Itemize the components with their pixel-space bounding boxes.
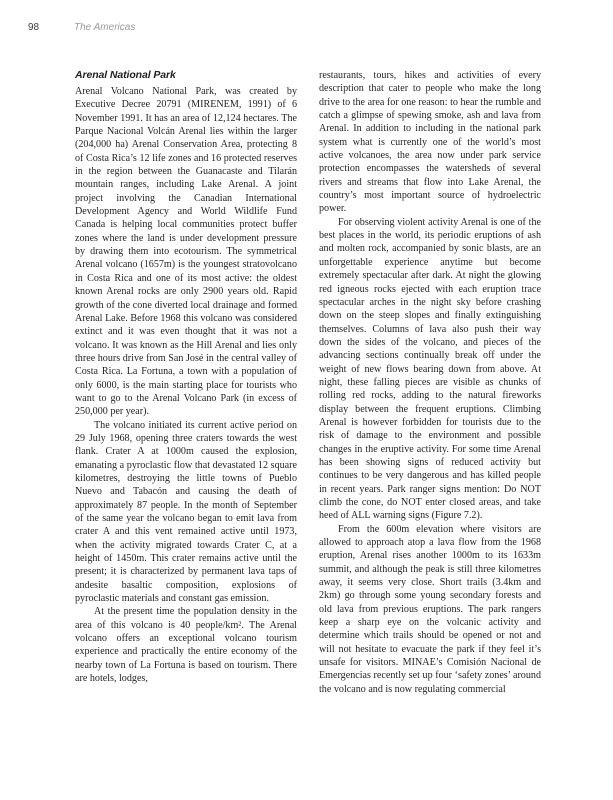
paragraph: restaurants, tours, hikes and activities of every description that cater to people who make the long drive to the area for one reason: to hear the rumble and catch a glimpse of spewing smoke, ash and lava from Arenal. In addition to including in the national park system what is currently one of the world’s most active volcanoes, the area now under park service protection encompasses the watersheds of several rivers and streams that flow into Lake Arenal, the country’s most important source of hydroelectric power. bbox=[319, 70, 541, 215]
paragraph: At the present time the population density in the area of this volcano is 40 people/km². The Arenal volcano offers an exceptional volcano tourism experience and practically the entire economy of the nearby town of La Fortuna is based on tourism. There are hotels, lodges, bbox=[75, 606, 297, 685]
page-number: 98 bbox=[28, 22, 40, 33]
running-title: The Americas bbox=[74, 22, 136, 33]
paragraph: The volcano initiated its current active period on 29 July 1968, opening three craters towards the west flank. Crater A at 1000m caused the explosion, emanating a pyroclastic flow that devastated 12 square kilometres, destroying the little towns of Pueblo Nuevo and Tabacón and causing the death of approximately 87 people. In the month of September of the same year the volcano began to emit lava from crater A and this vent remained active until 1973, when the activity migrated towards Crater C, at a height of 1450m. This crater remains active until the present; it is characterized by permanent lava taps of andesite basaltic composition, explosions of pyroclastic materials and constant gas emission. bbox=[75, 419, 297, 605]
right-column bbox=[319, 69, 541, 696]
section-heading: Arenal National Park bbox=[75, 69, 176, 81]
page-header bbox=[28, 22, 135, 38]
paragraph: Arenal Volcano National Park, was created by Executive Decree 20791 (MIRENEM, 1991) of 6 November 1991. It has an area of 12,124 hectares. The Parque Nacional Volcán Arenal lies within the larger (204,000 ha) Arenal Conservation Area, protecting 8 of Costa Rica’s 12 life zones and 16 protected reserves in the region between the Guanacaste and Tilarán mountain ranges, including Lake Arenal. A joint project involving the Canadian International Development Agency and World Wildlife Fund Canada is helping local communities protect buffer zones where the land is under development pressure by drawing them into ecotourism. The symmetrical Arenal volcano (1657m) is the youngest stratovolcano in Costa Rica and one of its most active: the oldest known Arenal rocks are only 2900 years old. Rapid growth of the cone diverted local drainage and formed Arenal Lake. Before 1968 this volcano was considered extinct and it was even thought that it was not a volcano. It was known as the Hill Arenal and lies only three hours drive from San José in the central valley of Costa Rica. La Fortuna, a town with a population of only 6000, is the main starting place for tourists who want to go to the Arenal Volcano Park (in excess of 250,000 per year). bbox=[75, 86, 297, 418]
paragraph: For observing violent activity Arenal is one of the best places in the world, its periodic eruptions of ash and molten rock, accompanied by sonic blasts, are an unforgettable experience anytime but become extremely spectacular after dark. At night the glowing red igneous rocks ejected with each eruption trace spectacular arches in the night sky before crashing down on the steep slopes and finally extinguishing themselves. Columns of lava also push their way down the sides of the volcano, and pieces of the advancing sections continually break off under the weight of new flows bearing down from above. At night, these falling pieces are visible as chunks of rolling red rocks, adding to the natural fireworks display between the frequent eruptions. Climbing Arenal is however forbidden for tourists due to the risk of damage to the environment and possible changes in the eruptive activity. For some time Arenal has been showing signs of reduced activity but continues to be very dangerous and has killed people in recent years. Park ranger signs mention: Do NOT climb the cone, do NOT enter closed areas, and take heed of ALL warning signs (Figure 7.2). bbox=[319, 216, 541, 522]
left-column bbox=[75, 68, 297, 685]
paragraph: From the 600m elevation where visitors are allowed to approach atop a lava flow from the 1968 eruption, Arenal rises another 1000m to its 1633m summit, and although the peak is still three kilometres away, it seems very close. Short trails (3.4km and 2km) go through some young secondary forests and old lava from previous eruptions. The park rangers keep a sharp eye on the volcanic activity and determine which trails should be opened or not and will not hesitate to evacuate the park if they feel it’s unsafe for visitors. MINAE’s Comisión Nacional de Emergencias recently set up four ‘safety zones’ around the volcano and is now regulating commercial bbox=[319, 523, 541, 695]
